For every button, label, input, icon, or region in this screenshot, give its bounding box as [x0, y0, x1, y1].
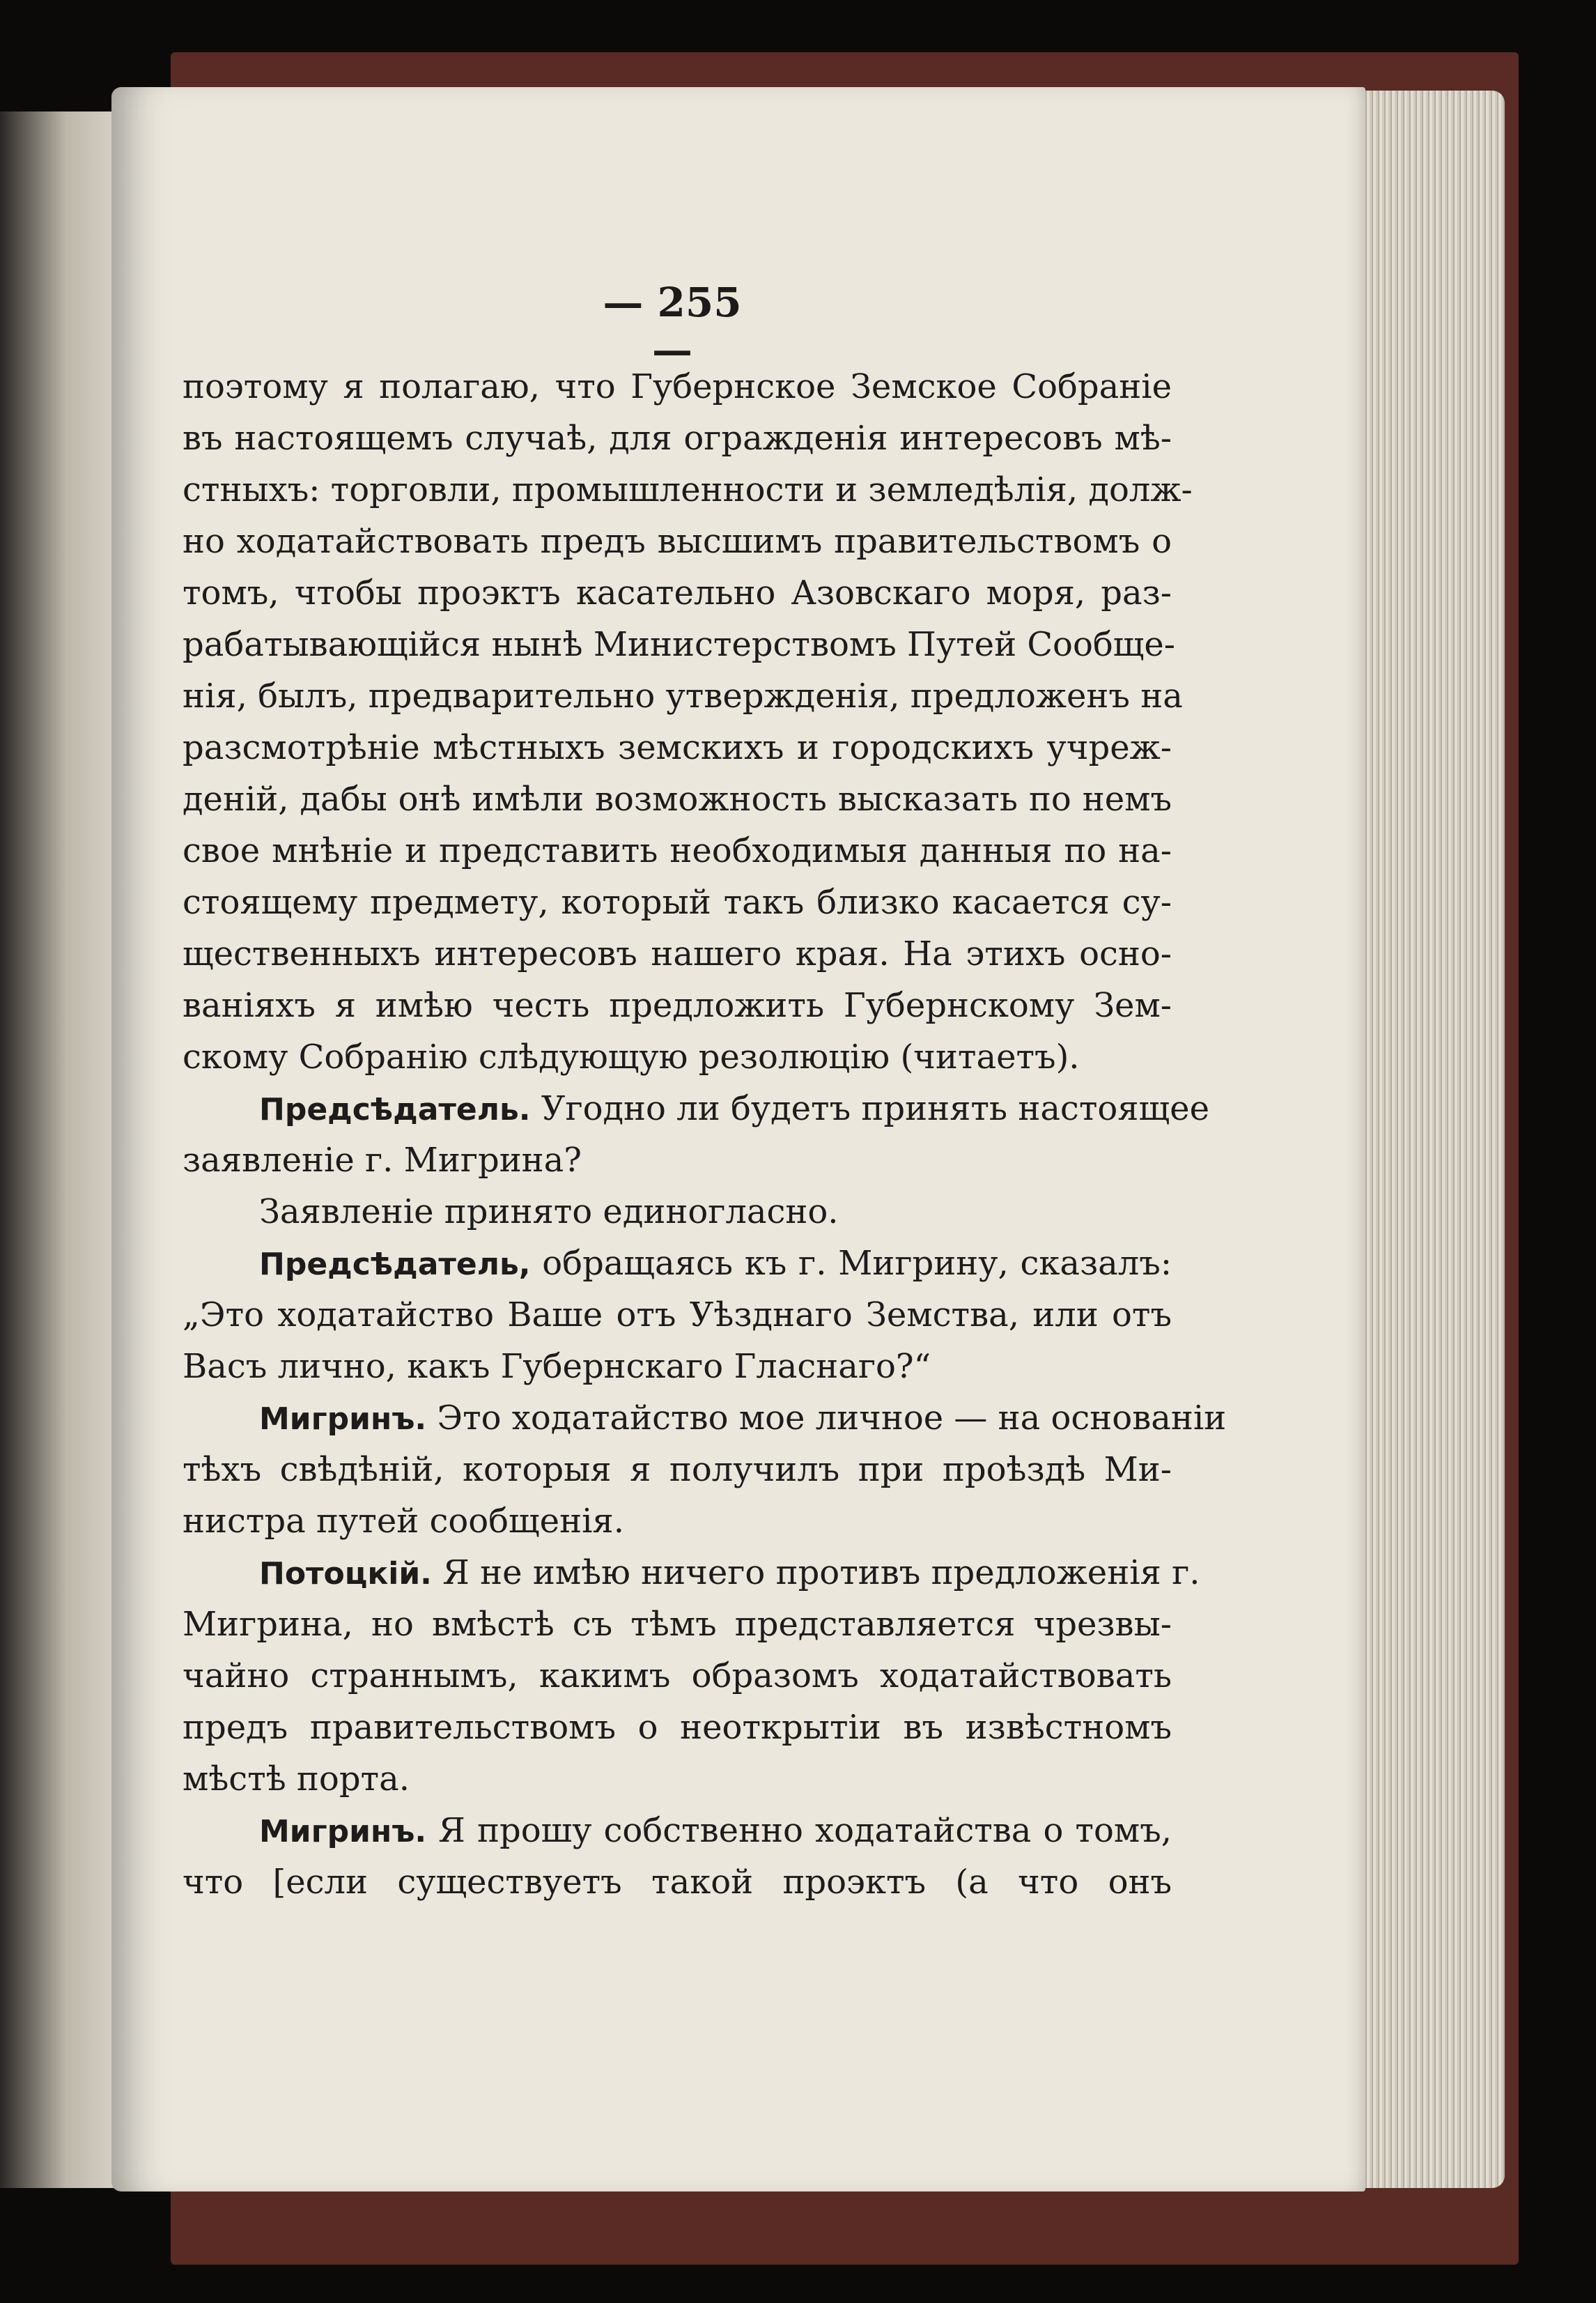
line-text: заявленіе г. Мигрина?: [183, 1141, 582, 1180]
left-page-edge: [0, 111, 120, 2188]
line-text: щественныхъ интересовъ нашего края. На этихъ осно-: [183, 934, 1172, 973]
speaker-name: Мигринъ.: [259, 1401, 427, 1437]
line-text: „Это ходатайство Ваше отъ Уѣзднаго Земства, или отъ: [183, 1295, 1172, 1334]
line-text: предъ правительствомъ о неоткрытіи въ извѣстномъ: [183, 1708, 1172, 1747]
line-text: Мигрина, но вмѣстѣ съ тѣмъ представляется чрезвы-: [183, 1605, 1172, 1644]
text-line: [183, 619, 1175, 670]
text-line: [183, 1031, 1172, 1083]
line-text: Это ходатайство мое личное — на основаніи: [426, 1399, 1227, 1438]
text-line: [183, 722, 1172, 773]
speaker-name: Предсѣдатель.: [259, 1092, 531, 1127]
text-line: [183, 1289, 1172, 1341]
text-line: [183, 464, 1193, 516]
line-text: мѣстѣ порта.: [183, 1759, 410, 1799]
line-text: но ходатайствовать предъ высшимъ правительствомъ о: [183, 522, 1172, 561]
text-line: [183, 1805, 1172, 1856]
line-text: нистра путей сообщенія.: [183, 1502, 624, 1541]
line-text: Васъ лично, какъ Губернскаго Гласнаго?“: [183, 1347, 931, 1386]
text-line: [183, 1341, 1172, 1392]
speaker-name: Предсѣдатель,: [259, 1247, 531, 1282]
line-text: скому Собранію слѣдующую резолюцію (читаетъ).: [183, 1038, 1080, 1077]
text-line: [183, 361, 1172, 413]
body-text: [183, 361, 1227, 1908]
text-line: [183, 877, 1172, 928]
text-line: [183, 1186, 1172, 1238]
line-text: Угодно ли будетъ принять настоящее: [530, 1089, 1209, 1128]
text-line: [183, 1444, 1172, 1495]
page-stack-edge: [1345, 91, 1505, 2188]
line-text: Я прошу собственно ходатайства о томъ,: [426, 1811, 1172, 1850]
text-line: [183, 1083, 1209, 1134]
text-line: [183, 1753, 1172, 1805]
line-text: томъ, чтобы проэктъ касательно Азовскаго моря, раз-: [183, 573, 1172, 613]
line-text: Я не имѣю ничего противъ предложенія г.: [431, 1553, 1200, 1592]
line-text: обращаясь къ г. Мигрину, сказалъ:: [530, 1244, 1172, 1283]
line-text: что [если существуетъ такой проэктъ (а что онъ: [183, 1863, 1172, 1902]
line-text: деній, дабы онѣ имѣли возможность высказать по немъ: [183, 780, 1172, 819]
text-line: [183, 1547, 1200, 1599]
line-text: тѣхъ свѣдѣній, которыя я получилъ при проѣздѣ Ми-: [183, 1450, 1172, 1489]
line-text: въ настоящемъ случаѣ, для огражденія интересовъ мѣ-: [183, 419, 1172, 458]
text-line: [183, 1650, 1172, 1702]
text-line: [183, 980, 1172, 1031]
text-line: [183, 825, 1172, 877]
page-number: — 255 —: [603, 279, 742, 373]
line-text: поэтому я полагаю, что Губернское Земское Собраніе: [183, 367, 1172, 406]
text-line: [183, 516, 1172, 567]
text-line: [183, 1702, 1172, 1753]
speaker-name: Потоцкій.: [259, 1556, 432, 1592]
text-line: [183, 1495, 1172, 1547]
line-text: рабатывающійся нынѣ Министерствомъ Путей Сообще-: [183, 625, 1175, 664]
text-line: [183, 1856, 1172, 1908]
text-line: [183, 928, 1172, 980]
text-line: [183, 567, 1172, 619]
speaker-name: Мигринъ.: [259, 1814, 427, 1849]
text-line: [183, 670, 1183, 722]
line-text: свое мнѣніе и представить необходимыя данныя по на-: [183, 831, 1172, 870]
text-line: [183, 1392, 1227, 1444]
line-text: стныхъ: торговли, промышленности и земледѣлія, долж-: [183, 470, 1193, 509]
text-line: [183, 773, 1172, 825]
line-text: разсмотрѣніе мѣстныхъ земскихъ и городскихъ учреж-: [183, 728, 1172, 767]
text-line: [183, 1238, 1172, 1289]
text-line: [183, 413, 1172, 464]
text-line: [183, 1134, 1172, 1186]
line-text: нія, былъ, предварительно утвержденія, предложенъ на: [183, 677, 1183, 716]
line-text: ваніяхъ я имѣю честь предложить Губернскому Зем-: [183, 986, 1172, 1025]
text-line: [183, 1599, 1172, 1650]
line-text: чайно страннымъ, какимъ образомъ ходатайствовать: [183, 1656, 1172, 1695]
line-text: стоящему предмету, который такъ близко касается су-: [183, 883, 1172, 922]
line-text: Заявленіе принято единогласно.: [259, 1192, 839, 1231]
